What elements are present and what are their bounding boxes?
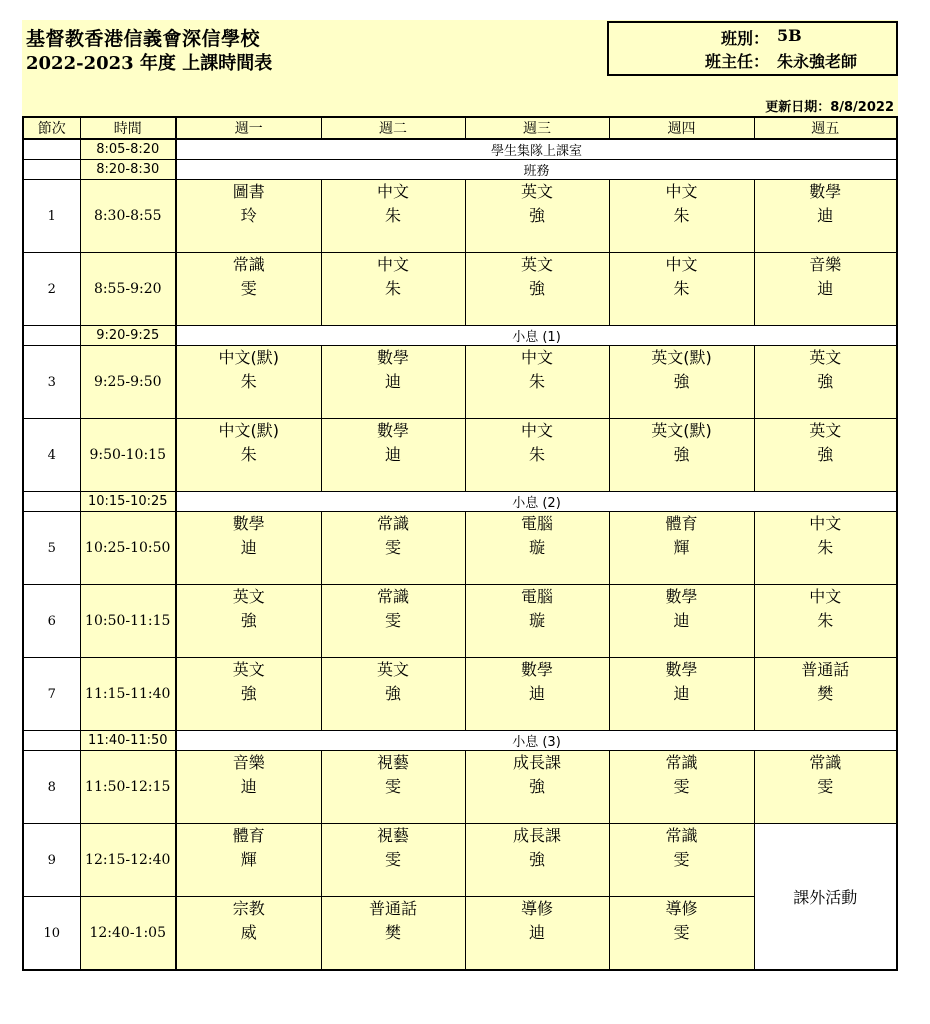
lesson-subject: 中文 bbox=[809, 514, 842, 533]
homeroom-teacher-value: 朱永強老師 bbox=[777, 52, 858, 71]
lesson-subject: 英文 bbox=[809, 348, 842, 367]
break-row bbox=[23, 160, 897, 180]
lesson-teacher: 雯 bbox=[673, 923, 690, 942]
lesson-teacher: 迪 bbox=[817, 279, 834, 298]
lesson-subject: 中文 bbox=[376, 255, 409, 274]
break-banner: 小息 (2) bbox=[176, 492, 897, 512]
lesson-teacher: 迪 bbox=[673, 684, 690, 703]
period-time: 9:50-10:15 bbox=[80, 419, 176, 492]
lesson-subject: 音樂 bbox=[809, 255, 842, 274]
lesson-subject: 常識 bbox=[809, 753, 842, 772]
lesson-subject: 英文 bbox=[520, 255, 553, 274]
lesson-subject: 圖書 bbox=[232, 182, 265, 201]
col-header-wed: 週三 bbox=[465, 117, 609, 139]
period-number: 3 bbox=[23, 346, 80, 419]
lesson-subject: 數學 bbox=[232, 514, 265, 533]
lesson-teacher: 迪 bbox=[240, 538, 257, 557]
lesson-teacher: 朱 bbox=[817, 611, 834, 630]
period-row bbox=[23, 180, 897, 253]
lesson-cell-mon bbox=[176, 419, 321, 492]
lesson-subject: 中文(默) bbox=[218, 348, 279, 367]
lesson-teacher: 強 bbox=[673, 445, 690, 464]
lesson-subject: 中文 bbox=[809, 587, 842, 606]
lesson-teacher: 朱 bbox=[528, 372, 545, 391]
lesson-cell-wed bbox=[465, 585, 609, 658]
lesson-teacher: 強 bbox=[384, 684, 401, 703]
lesson-teacher: 強 bbox=[817, 445, 834, 464]
period-time: 9:25-9:50 bbox=[80, 346, 176, 419]
col-header-period: 節次 bbox=[23, 117, 80, 139]
lesson-teacher: 迪 bbox=[528, 684, 545, 703]
lesson-cell-wed bbox=[465, 180, 609, 253]
lesson-subject: 視藝 bbox=[376, 753, 409, 772]
lesson-subject: 成長課 bbox=[512, 826, 561, 845]
period-time: 8:55-9:20 bbox=[80, 253, 176, 326]
break-row bbox=[23, 492, 897, 512]
lesson-cell-wed bbox=[465, 253, 609, 326]
period-number: 1 bbox=[23, 180, 80, 253]
lesson-subject: 英文 bbox=[376, 660, 409, 679]
lesson-teacher: 迪 bbox=[673, 611, 690, 630]
lesson-teacher: 朱 bbox=[528, 445, 545, 464]
lesson-cell-tue bbox=[321, 512, 465, 585]
lesson-teacher: 朱 bbox=[240, 372, 257, 391]
lesson-teacher: 強 bbox=[528, 279, 545, 298]
lesson-teacher: 玲 bbox=[240, 206, 257, 225]
lesson-subject: 成長課 bbox=[512, 753, 561, 772]
period-time: 9:20-9:25 bbox=[80, 326, 176, 346]
period-number-empty bbox=[23, 139, 80, 160]
lesson-teacher: 朱 bbox=[817, 538, 834, 557]
period-number: 7 bbox=[23, 658, 80, 731]
lesson-teacher: 雯 bbox=[384, 850, 401, 869]
lesson-cell-fri bbox=[754, 346, 897, 419]
lesson-cell-wed bbox=[465, 512, 609, 585]
lesson-teacher: 強 bbox=[673, 372, 690, 391]
lesson-cell-tue bbox=[321, 897, 465, 971]
lesson-cell-fri bbox=[754, 419, 897, 492]
break-banner: 小息 (3) bbox=[176, 731, 897, 751]
period-number: 5 bbox=[23, 512, 80, 585]
lesson-teacher: 強 bbox=[528, 777, 545, 796]
lesson-subject: 常識 bbox=[665, 826, 698, 845]
lesson-cell-wed bbox=[465, 658, 609, 731]
lesson-cell-mon bbox=[176, 346, 321, 419]
lesson-subject: 數學 bbox=[376, 421, 409, 440]
lesson-teacher: 迪 bbox=[528, 923, 545, 942]
period-number: 6 bbox=[23, 585, 80, 658]
school-name: 基督教香港信義會深信學校 bbox=[26, 28, 261, 50]
lesson-cell-mon bbox=[176, 897, 321, 971]
lesson-subject: 體育 bbox=[232, 826, 265, 845]
period-number: 10 bbox=[23, 897, 80, 971]
period-row bbox=[23, 658, 897, 731]
period-number: 9 bbox=[23, 824, 80, 897]
lesson-teacher: 朱 bbox=[673, 279, 690, 298]
lesson-subject: 普通話 bbox=[801, 660, 850, 679]
period-time: 10:15-10:25 bbox=[80, 492, 176, 512]
lesson-cell-mon bbox=[176, 751, 321, 824]
lesson-subject: 電腦 bbox=[520, 514, 553, 533]
lesson-subject: 數學 bbox=[809, 182, 842, 201]
lesson-cell-mon bbox=[176, 585, 321, 658]
lesson-teacher: 強 bbox=[817, 372, 834, 391]
lesson-subject: 常識 bbox=[665, 753, 698, 772]
lesson-teacher: 雯 bbox=[384, 611, 401, 630]
lesson-teacher: 威 bbox=[240, 923, 257, 942]
class-value: 5B bbox=[777, 26, 802, 45]
lesson-cell-wed bbox=[465, 824, 609, 897]
lesson-subject: 音樂 bbox=[232, 753, 265, 772]
lesson-cell-fri bbox=[754, 658, 897, 731]
col-header-thu: 週四 bbox=[609, 117, 754, 139]
timetable-title: 2022-2023 年度 上課時間表 bbox=[26, 53, 273, 74]
lesson-teacher: 樊 bbox=[817, 684, 834, 703]
lesson-cell-tue bbox=[321, 658, 465, 731]
lesson-teacher: 迪 bbox=[240, 777, 257, 796]
lesson-cell-tue bbox=[321, 824, 465, 897]
lesson-teacher: 強 bbox=[240, 684, 257, 703]
lesson-cell-tue bbox=[321, 751, 465, 824]
lesson-teacher: 迪 bbox=[384, 372, 401, 391]
period-time: 12:40-1:05 bbox=[80, 897, 176, 971]
lesson-subject: 英文(默) bbox=[651, 348, 712, 367]
period-number-empty bbox=[23, 492, 80, 512]
lesson-cell-tue bbox=[321, 253, 465, 326]
lesson-teacher: 朱 bbox=[673, 206, 690, 225]
lesson-teacher: 璇 bbox=[528, 611, 545, 630]
break-banner: 小息 (1) bbox=[176, 326, 897, 346]
lesson-subject: 中文 bbox=[665, 255, 698, 274]
lesson-cell-fri bbox=[754, 180, 897, 253]
period-row bbox=[23, 346, 897, 419]
lesson-subject: 體育 bbox=[665, 514, 698, 533]
period-number: 8 bbox=[23, 751, 80, 824]
period-time: 8:30-8:55 bbox=[80, 180, 176, 253]
period-time: 11:15-11:40 bbox=[80, 658, 176, 731]
lesson-subject: 常識 bbox=[232, 255, 265, 274]
period-number-empty bbox=[23, 160, 80, 180]
lesson-cell-thu bbox=[609, 512, 754, 585]
lesson-cell-thu bbox=[609, 824, 754, 897]
lesson-teacher: 輝 bbox=[673, 538, 690, 557]
lesson-subject: 英文 bbox=[809, 421, 842, 440]
lesson-teacher: 迪 bbox=[817, 206, 834, 225]
lesson-subject: 中文(默) bbox=[218, 421, 279, 440]
lesson-cell-mon bbox=[176, 824, 321, 897]
lesson-cell-thu bbox=[609, 897, 754, 971]
class-label: 班別： bbox=[720, 29, 769, 48]
lesson-cell-tue bbox=[321, 346, 465, 419]
period-time: 10:25-10:50 bbox=[80, 512, 176, 585]
lesson-cell-fri bbox=[754, 585, 897, 658]
period-time: 12:15-12:40 bbox=[80, 824, 176, 897]
lesson-cell-thu bbox=[609, 419, 754, 492]
period-row bbox=[23, 585, 897, 658]
timetable bbox=[22, 116, 898, 971]
lesson-subject: 導修 bbox=[665, 899, 698, 918]
lesson-teacher: 雯 bbox=[817, 777, 834, 796]
table-header-row bbox=[23, 117, 897, 139]
lesson-cell-fri bbox=[754, 253, 897, 326]
lesson-teacher: 雯 bbox=[384, 538, 401, 557]
col-header-tue: 週二 bbox=[321, 117, 465, 139]
lesson-subject: 數學 bbox=[376, 348, 409, 367]
lesson-cell-fri bbox=[754, 512, 897, 585]
lesson-teacher: 朱 bbox=[384, 279, 401, 298]
break-row bbox=[23, 139, 897, 160]
lesson-subject: 數學 bbox=[665, 660, 698, 679]
period-number-empty bbox=[23, 731, 80, 751]
lesson-subject: 英文 bbox=[232, 587, 265, 606]
lesson-subject: 英文 bbox=[520, 182, 553, 201]
class-info-box bbox=[607, 21, 898, 76]
col-header-mon: 週一 bbox=[176, 117, 321, 139]
lesson-cell-mon bbox=[176, 658, 321, 731]
lesson-teacher: 強 bbox=[528, 850, 545, 869]
lesson-subject: 電腦 bbox=[520, 587, 553, 606]
lesson-cell-thu bbox=[609, 346, 754, 419]
lesson-cell-wed bbox=[465, 897, 609, 971]
lesson-cell-mon bbox=[176, 253, 321, 326]
lesson-subject: 導修 bbox=[520, 899, 553, 918]
lesson-subject: 中文 bbox=[520, 421, 553, 440]
period-number: 2 bbox=[23, 253, 80, 326]
lesson-cell-wed bbox=[465, 751, 609, 824]
lesson-teacher: 雯 bbox=[673, 777, 690, 796]
lesson-subject: 數學 bbox=[665, 587, 698, 606]
lesson-subject: 中文 bbox=[376, 182, 409, 201]
period-time: 11:50-12:15 bbox=[80, 751, 176, 824]
lesson-subject: 英文(默) bbox=[651, 421, 712, 440]
break-row bbox=[23, 326, 897, 346]
updated-date: 更新日期：8/8/2022 bbox=[765, 100, 894, 115]
homeroom-teacher-label: 班主任： bbox=[704, 52, 769, 71]
lesson-cell-wed bbox=[465, 419, 609, 492]
lesson-cell-thu bbox=[609, 180, 754, 253]
lesson-subject: 中文 bbox=[520, 348, 553, 367]
lesson-cell-fri bbox=[754, 751, 897, 824]
period-row bbox=[23, 419, 897, 492]
lesson-subject: 數學 bbox=[520, 660, 553, 679]
col-header-fri: 週五 bbox=[754, 117, 897, 139]
lesson-teacher: 輝 bbox=[240, 850, 257, 869]
lesson-teacher: 雯 bbox=[384, 777, 401, 796]
period-time: 11:40-11:50 bbox=[80, 731, 176, 751]
lesson-subject: 中文 bbox=[665, 182, 698, 201]
period-number: 4 bbox=[23, 419, 80, 492]
lesson-subject: 英文 bbox=[232, 660, 265, 679]
break-row bbox=[23, 731, 897, 751]
lesson-teacher: 雯 bbox=[673, 850, 690, 869]
lesson-teacher: 樊 bbox=[384, 923, 401, 942]
period-row bbox=[23, 253, 897, 326]
lesson-subject: 宗教 bbox=[232, 899, 265, 918]
lesson-cell-tue bbox=[321, 419, 465, 492]
lesson-teacher: 強 bbox=[528, 206, 545, 225]
lesson-teacher: 璇 bbox=[528, 538, 545, 557]
break-banner: 班務 bbox=[176, 160, 897, 180]
lesson-cell-wed bbox=[465, 346, 609, 419]
break-banner: 學生集隊上課室 bbox=[176, 139, 897, 160]
lesson-cell-tue bbox=[321, 180, 465, 253]
lesson-cell-thu bbox=[609, 658, 754, 731]
extra-curricular-cell: 課外活動 bbox=[754, 824, 897, 971]
lesson-cell-tue bbox=[321, 585, 465, 658]
lesson-teacher: 朱 bbox=[240, 445, 257, 464]
lesson-teacher: 朱 bbox=[384, 206, 401, 225]
lesson-subject: 常識 bbox=[376, 587, 409, 606]
lesson-teacher: 強 bbox=[240, 611, 257, 630]
lesson-teacher: 雯 bbox=[240, 279, 257, 298]
lesson-teacher: 迪 bbox=[384, 445, 401, 464]
lesson-cell-thu bbox=[609, 751, 754, 824]
period-time: 10:50-11:15 bbox=[80, 585, 176, 658]
period-row bbox=[23, 824, 897, 897]
period-time: 8:05-8:20 bbox=[80, 139, 176, 160]
lesson-subject: 普通話 bbox=[368, 899, 417, 918]
period-row bbox=[23, 512, 897, 585]
lesson-cell-thu bbox=[609, 253, 754, 326]
lesson-subject: 常識 bbox=[376, 514, 409, 533]
period-row bbox=[23, 751, 897, 824]
lesson-cell-mon bbox=[176, 180, 321, 253]
lesson-cell-mon bbox=[176, 512, 321, 585]
col-header-time: 時間 bbox=[80, 117, 176, 139]
period-time: 8:20-8:30 bbox=[80, 160, 176, 180]
period-number-empty bbox=[23, 326, 80, 346]
lesson-subject: 視藝 bbox=[376, 826, 409, 845]
lesson-cell-thu bbox=[609, 585, 754, 658]
